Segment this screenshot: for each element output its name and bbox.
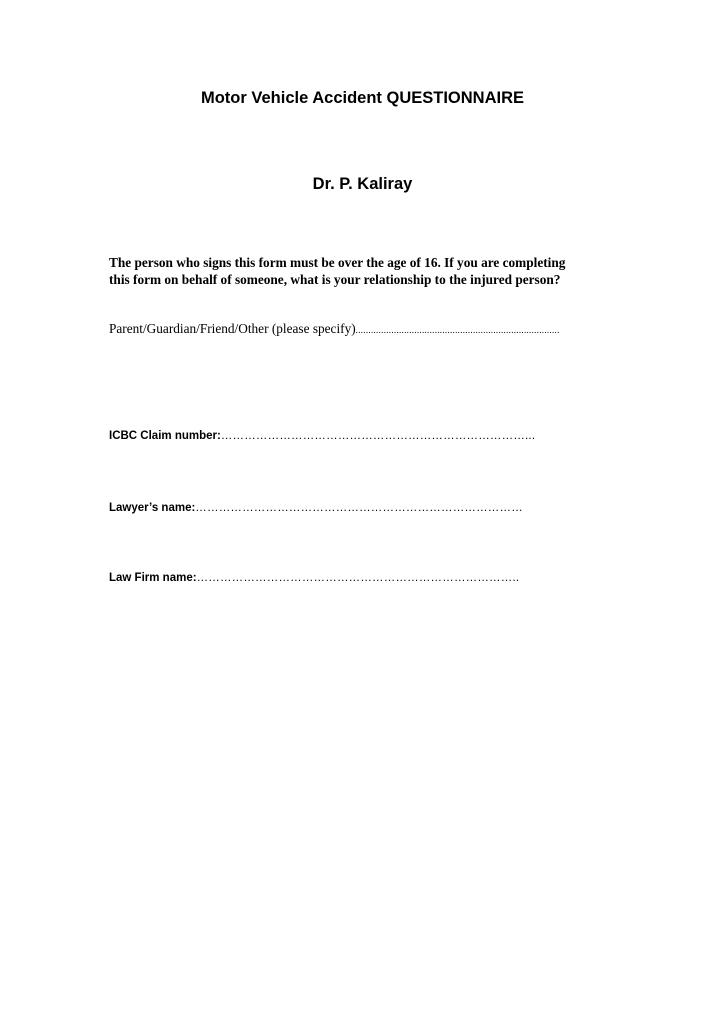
relationship-label: Parent/Guardian/Friend/Other (please specify) xyxy=(109,321,356,336)
relationship-field[interactable] xyxy=(109,320,629,339)
document-title: Motor Vehicle Accident QUESTIONNAIRE xyxy=(200,89,525,107)
instructions-line-1: The person who signs this form must be over the age of 16. If you are completing xyxy=(109,255,566,270)
icbc-claim-number-blank[interactable]: ……………………………………………………………………... xyxy=(220,430,536,442)
law-firm-name-label: Law Firm name: xyxy=(109,572,197,584)
lawyer-name-field[interactable] xyxy=(109,500,629,516)
doctor-name: Dr. P. Kaliray xyxy=(312,175,413,193)
relationship-blank[interactable]: ................................................................................ xyxy=(355,325,560,335)
law-firm-name-blank[interactable]: ……………………………………………………………………….. xyxy=(196,572,520,584)
icbc-claim-number-label: ICBC Claim number: xyxy=(109,430,221,442)
instructions-paragraph xyxy=(109,254,629,288)
law-firm-name-field[interactable] xyxy=(109,570,629,586)
lawyer-name-label: Lawyer’s name: xyxy=(109,502,196,514)
instructions-line-2: this form on behalf of someone, what is your relationship to the injured person? xyxy=(109,272,561,287)
lawyer-name-blank[interactable]: ………………………………………………………………………… xyxy=(195,502,523,514)
icbc-claim-number-field[interactable] xyxy=(109,428,629,444)
